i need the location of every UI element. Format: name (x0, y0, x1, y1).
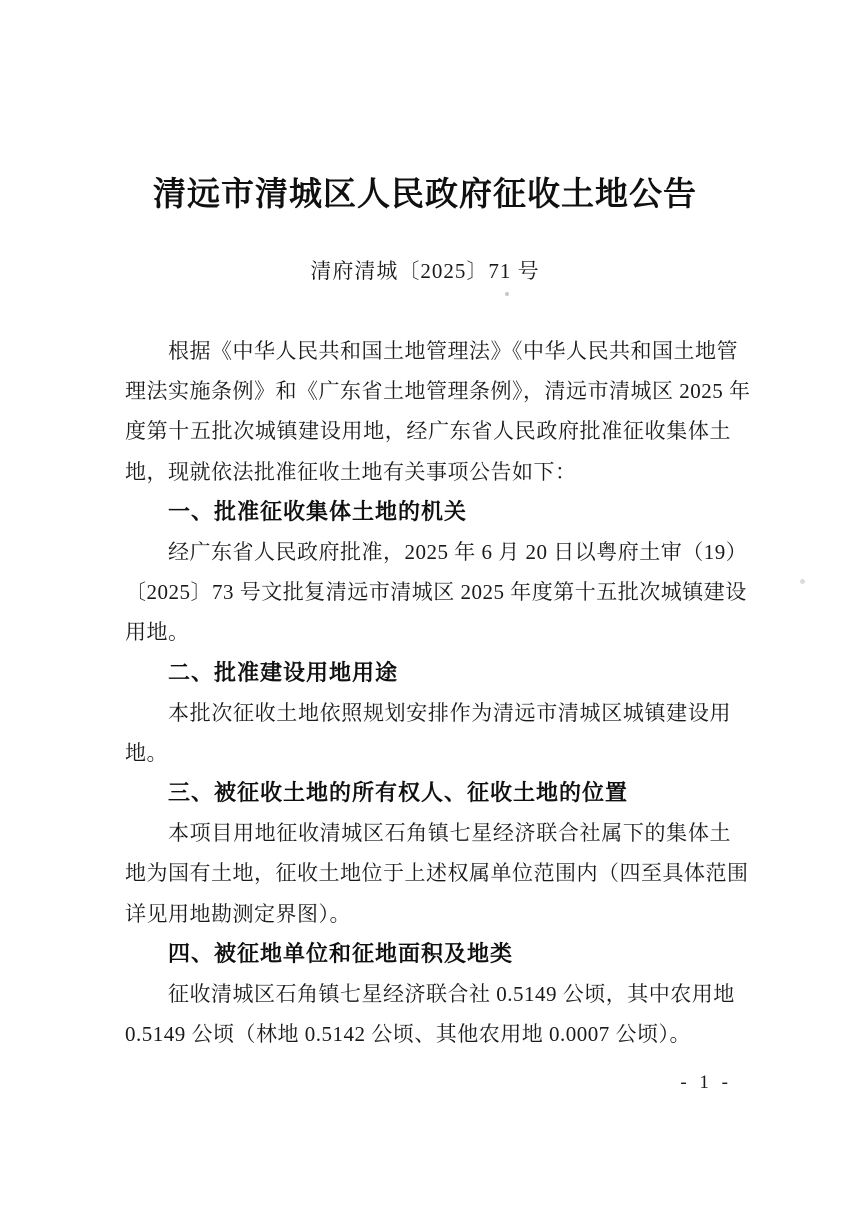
body-line: 度第十五批次城镇建设用地，经广东省人民政府批准征收集体土 (125, 419, 731, 444)
section-heading: 四、被征地单位和征地面积及地类 (168, 940, 514, 966)
section-heading: 三、被征收土地的所有权人、征收土地的位置 (168, 780, 629, 806)
body-line: 0.5149 公顷（林地 0.5142 公顷、其他农用地 0.0007 公顷）。 (125, 1022, 691, 1047)
body-line: 详见用地勘测定界图）。 (125, 901, 351, 926)
section-heading: 一、批准征收集体土地的机关 (168, 498, 468, 524)
body-line: 本项目用地征收清城区石角镇七星经济联合社属下的集体土 (168, 821, 731, 846)
body-line: 〔2025〕73 号文批复清远市清城区 2025 年度第十五批次城镇建设 (125, 580, 747, 605)
body-line: 征收清城区石角镇七星经济联合社 0.5149 公顷，其中农用地 (168, 982, 735, 1006)
body-line: 理法实施条例》和《广东省土地管理条例》，清远市清城区 2025 年 (125, 379, 751, 404)
document-title: 清远市清城区人民政府征收土地公告 (153, 175, 697, 212)
document-number: 清府清城〔2025〕71 号 (310, 259, 540, 283)
section-heading: 二、批准建设用地用途 (168, 659, 399, 685)
page-number: - 1 - (680, 1072, 732, 1093)
body-line: 本批次征收土地依照规划安排作为清远市清城区城镇建设用 (168, 700, 731, 725)
body-line: 地。 (125, 740, 168, 765)
document-body (125, 331, 751, 1054)
scan-speck (505, 292, 509, 296)
body-line: 地，现就依法批准征收土地有关事项公告如下： (125, 459, 577, 484)
body-line: 用地。 (125, 620, 190, 645)
scan-speck (800, 579, 805, 584)
body-line: 地为国有土地，征收土地位于上述权属单位范围内（四至具体范围 (125, 861, 749, 886)
body-line: 经广东省人民政府批准，2025 年 6 月 20 日以粤府土审（19） (168, 539, 748, 564)
body-line: 根据《中华人民共和国土地管理法》《中华人民共和国土地管 (168, 339, 738, 363)
